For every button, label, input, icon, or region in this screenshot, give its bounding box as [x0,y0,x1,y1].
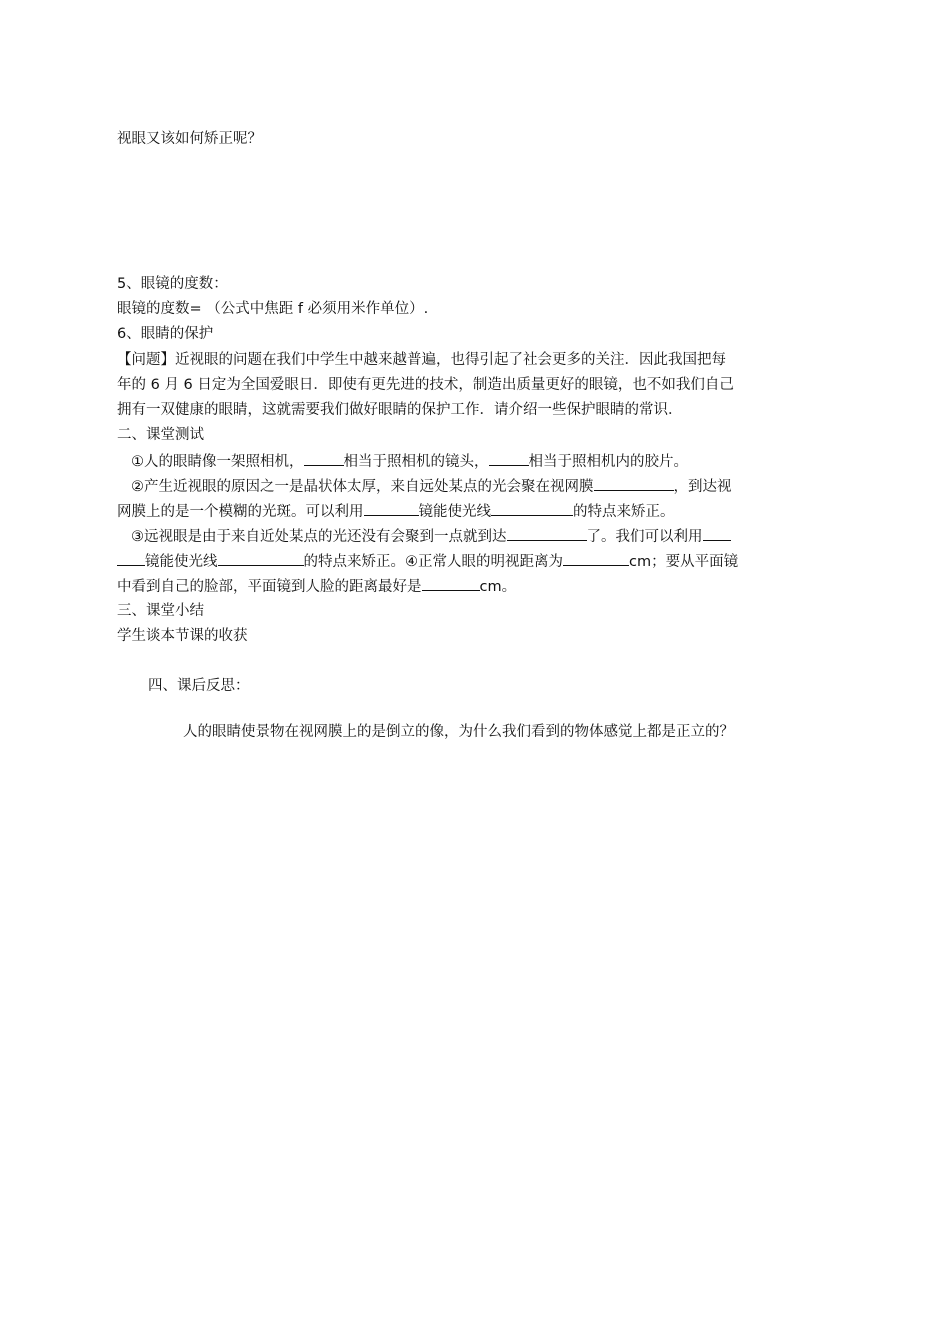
blank[interactable] [422,574,480,591]
test-item-1 [131,449,688,474]
summary-text: 学生谈本节课的收获 [117,628,248,644]
blank[interactable] [117,549,145,566]
question-line-1: 【问题】近视眼的问题在我们中学生中越来越普遍，也得引起了社会更多的关注．因此我国把每 [117,352,726,368]
item2-text-d: 镜能使光线 [418,504,491,520]
item3-text-g: cm。 [479,579,517,595]
blank[interactable] [594,474,674,491]
item2-text-b: ，到达视 [673,479,732,495]
item2-text-c: 网膜上的是一个模糊的光斑。可以利用 [117,504,364,520]
item3-text-c: 镜能使光线 [145,554,218,570]
reflection-question: 人的眼睛使景物在视网膜上的是倒立的像，为什么我们看到的物体感觉上都是正立的？ [183,724,734,740]
item3-text-b: 了。我们可以利用 [586,529,703,545]
item2-text-e: 的特点来矫正。 [573,504,675,520]
heading-summary: 三、课堂小结 [117,603,204,619]
blank[interactable] [489,449,529,466]
test-item-3-line-1 [131,524,731,549]
item1-text-a: ①人的眼睛像一架照相机， [131,454,304,470]
blank[interactable] [364,499,419,516]
test-item-2-line-2 [117,499,675,524]
heading-reflection: 四、课后反思： [148,678,250,694]
continuation-line: 视眼又该如何矫正呢？ [117,131,262,147]
blank[interactable] [304,449,344,466]
item2-text-a: ②产生近视眼的原因之一是晶状体太厚，来自远处某点的光会聚在视网膜 [131,479,594,495]
heading-5: 5、眼镜的度数： [117,276,228,292]
test-item-2-line-1 [131,474,732,499]
item1-text-b: 相当于照相机的镜头， [343,454,489,470]
blank[interactable] [703,524,731,541]
blank[interactable] [563,549,629,566]
blank[interactable] [218,549,304,566]
question-line-2: 年的 6 月 6 日定为全国爱眼日．即使有更先进的技术，制造出质量更好的眼镜，也不如我们自己 [117,377,734,393]
heading-classroom-test: 二、课堂测试 [117,427,204,443]
formula-line: 眼镜的度数= （公式中焦距 f 必须用米作单位）. [117,301,429,317]
item3-text-a: ③远视眼是由于来自近处某点的光还没有会聚到一点就到达 [131,529,507,545]
heading-6: 6、眼睛的保护 [117,326,214,342]
item3-text-d: 的特点来矫正。④正常人眼的明视距离为 [303,554,563,570]
test-item-3-line-2 [117,549,738,574]
item3-text-f: 中看到自己的脸部，平面镜到人脸的距离最好是 [117,579,422,595]
blank[interactable] [507,524,587,541]
blank[interactable] [491,499,573,516]
question-line-3: 拥有一双健康的眼睛，这就需要我们做好眼睛的保护工作．请介绍一些保护眼睛的常识． [117,402,683,418]
item1-text-c: 相当于照相机内的胶片。 [528,454,688,470]
test-item-3-line-3 [117,574,516,599]
item3-text-e: cm；要从平面镜 [629,554,739,570]
